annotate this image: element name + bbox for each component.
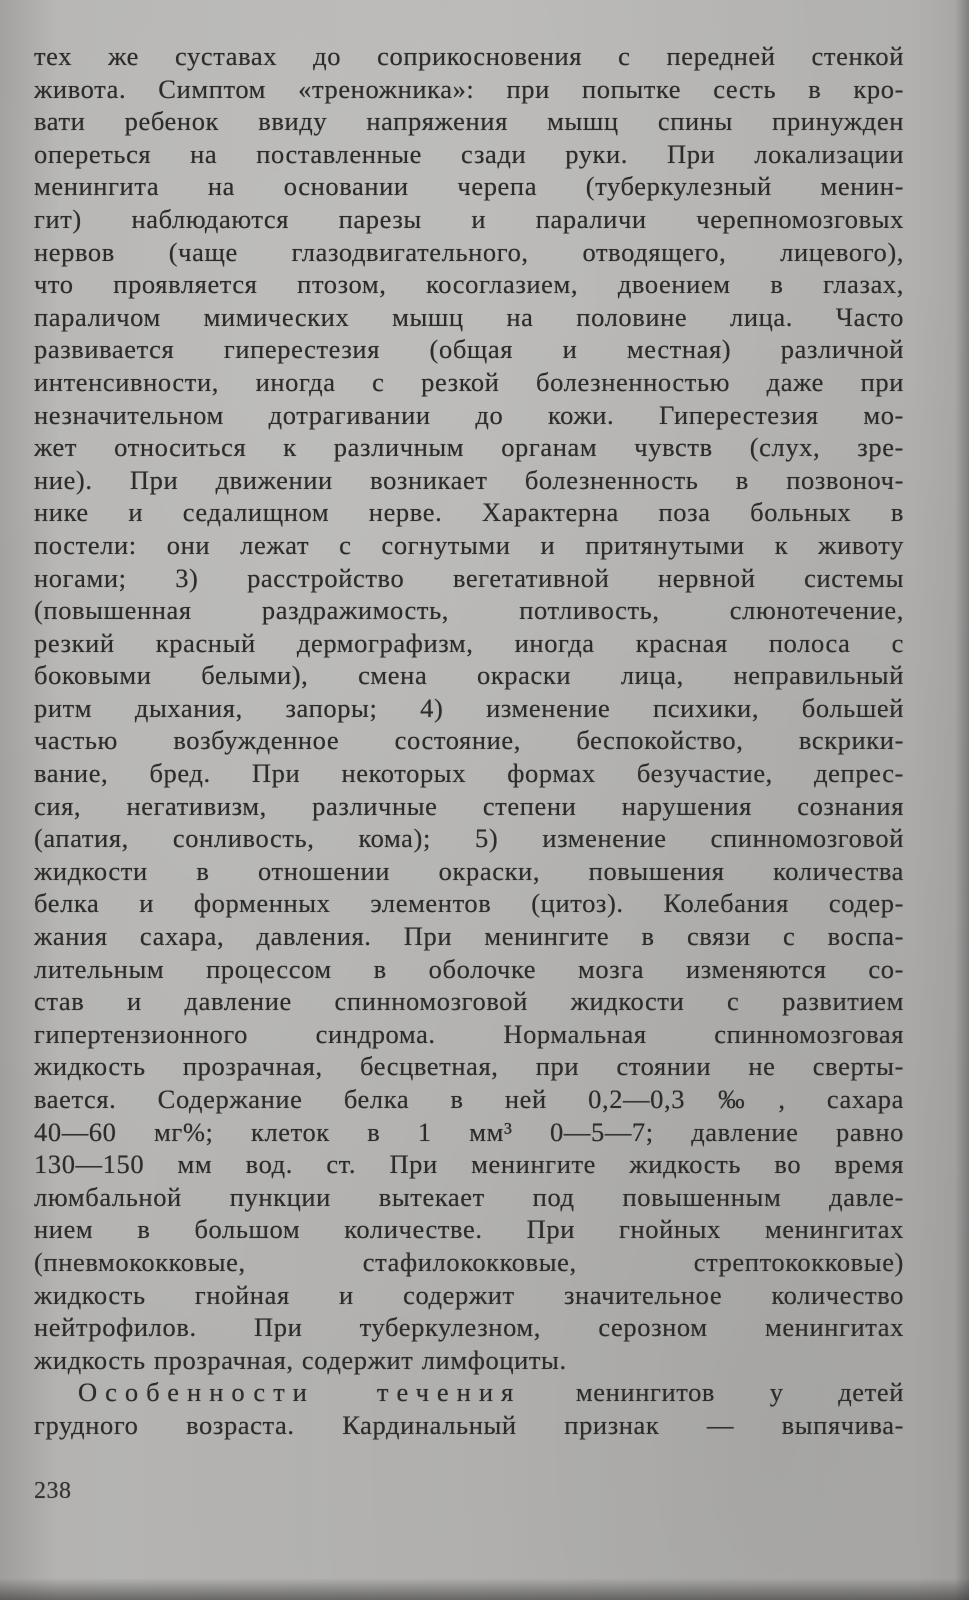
text-line: частью возбужденное состояние, беспокойство, вскрики-: [34, 725, 904, 756]
body-text: [34, 40, 904, 1442]
text-line: опереться на поставленные сзади руки. При локализации: [34, 138, 904, 169]
text-line: 40—60 мг%; клеток в 1 мм³ 0—5—7; давление равно: [34, 1116, 904, 1147]
section-heading: Особенности течения: [78, 1377, 522, 1408]
text-line: жидкость прозрачная, содержит лимфоциты.: [34, 1344, 567, 1375]
scan-shadow-bottom: [0, 1578, 969, 1600]
text-line: жидкость прозрачная, бесцветная, при стоянии не сверты-: [34, 1051, 904, 1082]
text-line: став и давление спинномозговой жидкости с развитием: [34, 986, 904, 1017]
text-line: (пневмококковые, стафилококковые, стрептококковые): [34, 1246, 904, 1277]
text-line: незначительном дотрагивании до кожи. Гиперестезия мо-: [34, 399, 904, 430]
text-line: вается. Содержание белка в ней 0,2—0,3‰, сахара: [34, 1084, 904, 1114]
text-line: жания сахара, давления. При менингите в связи с воспа-: [34, 921, 904, 952]
text-line: ногами; 3) расстройство вегетативной нервной системы: [34, 562, 904, 593]
text-line: гит) наблюдаются парезы и параличи черепномозговых: [34, 203, 904, 234]
text-line: белка и форменных элементов (цитоз). Колебания содер-: [34, 888, 904, 919]
text-line: резкий красный дермографизм, иногда красная полоса с: [34, 627, 904, 658]
text-line: жет относиться к различным органам чувств (слух, зре-: [34, 432, 904, 463]
text-line: нервов (чаще глазодвигательного, отводящего, лицевого),: [34, 236, 904, 267]
text-line: грудного возраста. Кардинальный признак — выпячива-: [34, 1409, 904, 1440]
text-line: вати ребенок ввиду напряжения мышц спины принужден: [34, 106, 904, 137]
scan-shadow-right: [955, 0, 969, 1600]
text-line: сия, негативизм, различные степени нарушения сознания: [34, 790, 904, 821]
text-line: что проявляется птозом, косоглазием, двоением в глазах,: [34, 269, 904, 300]
page-number: 238: [34, 1478, 72, 1504]
text-line: ние). При движении возникает болезненность в позвоноч-: [34, 464, 904, 495]
text-line: нием в большом количестве. При гнойных менингитах: [34, 1214, 904, 1245]
text-line: тех же суставах до соприкосновения с передней стенкой: [34, 41, 904, 71]
text-line: нейтрофилов. При туберкулезном, серозном менингитах: [34, 1312, 904, 1343]
text-line: жидкости в отношении окраски, повышения количества: [34, 855, 904, 886]
text-line: (апатия, сонливость, кома); 5) изменение спинномозговой: [34, 823, 904, 854]
text-line: боковыми белыми), смена окраски лица, неправильный: [34, 660, 904, 691]
text-line: (повышенная раздражимость, потливость, слюнотечение,: [34, 595, 904, 626]
text-line: люмбальной пункции вытекает под повышенным давле-: [34, 1181, 904, 1212]
text-line: постели: они лежат с согнутыми и притянутыми к животу: [34, 529, 904, 560]
text-line: вание, бред. При некоторых формах безучастие, депрес-: [34, 758, 904, 789]
text-line: развивается гиперестезия (общая и местная) различной: [34, 334, 904, 365]
text-line: жидкость гнойная и содержит значительное количество: [34, 1279, 904, 1310]
text-line: менингита на основании черепа (туберкулезный менин-: [34, 171, 904, 202]
section-heading-continuation: менингитов у детей: [575, 1377, 904, 1408]
text-line: лительным процессом в оболочке мозга изменяются со-: [34, 953, 904, 984]
text-line: параличом мимических мышц на половине лица. Часто: [34, 301, 904, 332]
text-line: живота. Симптом «треножника»: при попытке сесть в кро-: [34, 73, 904, 104]
text-line: ритм дыхания, запоры; 4) изменение психики, большей: [34, 692, 904, 723]
text-line: 130—150 мм вод. ст. При менингите жидкость во время: [34, 1149, 904, 1180]
text-line: интенсивности, иногда с резкой болезненностью даже при: [34, 366, 904, 397]
text-line: гипертензионного синдрома. Нормальная спинномозговая: [34, 1018, 904, 1049]
section-heading-line: [34, 1376, 904, 1409]
text-line: нике и седалищном нерве. Характерна поза больных в: [34, 497, 904, 528]
